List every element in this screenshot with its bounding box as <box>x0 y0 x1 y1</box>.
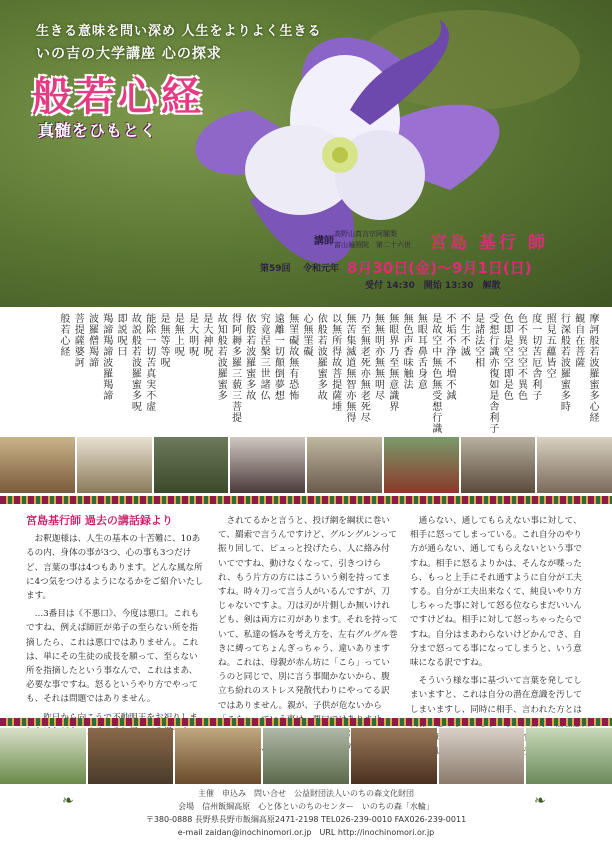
sutra-column: 無罣礙故無有恐怖 <box>286 313 298 401</box>
event-times: 受付 14:30 開始 13:30 解散 <box>365 281 501 291</box>
article-paragraph: 通らない、通してもらえない事に対して、相手に怒ってしまっている。これ自分のやり方が通らない、通してもらえないという事ですね。相手に怒るよりかは、そんなが喋ったら、もっと上手にそれ通すように自分が工夫する。自分が工夫出来なくて、純良いやり方しちゃった事に対して怒る位ならまだいいんですけどね。相手に対して怒っちゃったらですね。自分はまあわらないけどかんでさ、自分まで怒ってる事になってしまうと、いう意味になる訳ですね。 <box>410 516 582 669</box>
sutra-column: 乃至無老死亦無老死尽 <box>358 313 370 423</box>
article-paragraph: お釈迦様は、人生の基本の十苦難に、10あるの内、身体の事が3つ、心の事も3つだけど、言葉の事は4つもあります。どんな風な所に4つ気をつけるようになるかをご紹介いたします。 <box>26 534 204 602</box>
sutra-column: 無眼界乃至無意識界 <box>386 313 398 412</box>
photo <box>0 728 86 784</box>
sutra-column: 観自在菩薩 <box>572 313 584 368</box>
sutra-column: 色不異空空不異色 <box>515 313 527 401</box>
lecturer-label: 講師 <box>314 236 334 247</box>
sutra-column: 無苦集滅道無智亦無得 <box>343 313 355 423</box>
photo <box>263 728 349 784</box>
article-heading: 宮島基行師 過去の講話録より <box>26 514 173 527</box>
sutra-column: 不垢不浄不増不減 <box>444 313 455 401</box>
leaf-icon: ❧ <box>62 793 74 809</box>
sutra-column: 無眼耳鼻舌身意 <box>415 313 427 390</box>
lecturer-affiliation-1: 高野山真言宗阿闍梨 <box>334 230 397 238</box>
sutra-column: 是諸法空相 <box>472 313 484 368</box>
article-column-3 <box>410 514 590 715</box>
article-paragraph: そういう様な事に基づいて言葉を発してしまいますと、これは自分の潜在意識を汚してしまいますし、同時に相手、言われた方とは <box>410 676 582 715</box>
lecturer-name: 宮島 基行 師 <box>430 233 548 253</box>
sutra-column: 是大明呪 <box>186 313 198 357</box>
sutra-column: 行深般若波羅蜜多時 <box>558 313 570 412</box>
sutra-column: 受想行識亦復如是舎利子 <box>486 313 498 434</box>
footer-venue: 会場 信州飯綱高原 心と体といのちのセンター いのちの森「水輪」 <box>178 802 434 811</box>
sutra-column: 故知般若波羅蜜多 <box>215 313 227 401</box>
sutra-text <box>0 307 612 435</box>
sutra-column: 菩提薩婆訶 <box>72 313 84 368</box>
sutra-column: 得阿耨多羅三藐三菩提 <box>229 313 241 423</box>
photo <box>537 437 612 493</box>
photo <box>154 437 229 493</box>
era-label: 令和元年 <box>303 264 340 274</box>
sutra-column: 是大神呪 <box>200 313 212 357</box>
sutra-column: 度一切苦厄舎利子 <box>529 313 541 401</box>
sutra-column: 依般若波羅蜜多故 <box>243 313 255 401</box>
sutra-column: 以無所得故菩提薩埵 <box>329 313 341 412</box>
photo <box>77 437 152 493</box>
article-column-2 <box>218 514 398 709</box>
sutra-column: 照見五蘊皆空 <box>544 313 556 379</box>
sutra-column: 不生不滅 <box>458 313 470 357</box>
article-column-1 <box>26 514 204 709</box>
photo-strip-bottom <box>0 728 612 784</box>
sutra-column: 色即是空空即是色 <box>501 313 513 401</box>
photo <box>439 728 525 784</box>
page-subtitle: 真髄をひもとく <box>38 121 158 140</box>
sutra-column: 依般若波羅蜜多故 <box>315 313 327 401</box>
photo-strip-top <box>0 437 612 493</box>
sutra-column: 是無上呪 <box>172 313 184 357</box>
footer-contact: e-mail zaidan@inochinomori.or.jp URL http://inochinomori.or.jp <box>177 828 435 837</box>
sutra-column: 究竟涅槃三世諸仏 <box>258 313 270 401</box>
leaf-icon: ❧ <box>534 793 546 809</box>
sutra-column: 即説呪曰 <box>115 313 127 357</box>
decorative-band <box>0 718 612 726</box>
sutra-column: 是故空中無色無受想行識 <box>429 313 441 434</box>
photo <box>88 728 174 784</box>
photo <box>230 437 305 493</box>
page-title: 般若心経 <box>32 74 204 120</box>
sutra-column: 摩訶般若波羅蜜多心経 <box>587 313 598 423</box>
footer-address: 〒380-0888 長野県長野市飯綱高原2471-2198 TEL026-239-0010 FAX026-239-0011 <box>145 815 467 824</box>
lecturer-affiliation-2: 富山遍照院 第二十六世 <box>334 241 411 249</box>
event-dates: 8月30日(金)〜9月1日(日) <box>347 259 532 277</box>
series-name: いの吉の大学講座 心の探求 <box>36 46 222 62</box>
photo <box>461 437 536 493</box>
photo <box>307 437 382 493</box>
photo <box>175 728 261 784</box>
tagline: 生きる意味を問い深め 人生をよりよく生きる <box>36 24 322 39</box>
sutra-column: 故説般若波羅蜜多呪 <box>129 313 141 412</box>
sutra-column: 是無等等呪 <box>158 313 169 368</box>
sutra-column: 能除一切苦真実不虚 <box>143 313 155 412</box>
sutra-column: 無色声香味触法 <box>401 313 413 390</box>
article-paragraph: …3番目は《不悪口》、今度は悪口。これもですね、例えば師匠が弟子の至らない所を指摘したら、これは悪口ではありません。これは、単にその生徒の成長を願って、至らない所を指摘したという事なんで、これはまあ、必要な事ですね。怒るというやり方でやっても、それは問題ではありません。 <box>26 609 200 705</box>
photo <box>351 728 437 784</box>
session-number: 第59回 <box>260 264 291 274</box>
photo <box>384 437 459 493</box>
hero-banner <box>0 0 612 307</box>
sutra-column: 遠離一切顛倒夢想 <box>272 313 284 401</box>
sutra-column: 羯諦羯諦波羅羯諦 <box>100 313 112 401</box>
photo <box>0 437 75 493</box>
sutra-column: 般若心経 <box>57 313 69 357</box>
photo <box>526 728 612 784</box>
sutra-column: 波羅僧羯諦 <box>86 313 98 368</box>
sutra-column: 無無明亦無無明尽 <box>372 313 384 401</box>
footer <box>0 786 612 841</box>
footer-organizer: 主催 申込み 問い合せ 公益財団法人いのちの森文化財団 <box>198 789 414 798</box>
article-paragraph: されてるかと言うと、投げ網を綱状に巻いて、羂索で言うんですけど、グルングルンって振り回して、ピュっと投げたら、人に絡み付いてですね、動けなくなって、引きつけられ、もう片方の方にはこういう剣を持ってますね。時々刀って言う人がいるんですが、刀じゃないですよ。刀は刃が片側しか無いけれども、剣は両方に刃があります。それを持っていて、私達の悩みを考え方を、左右グルグル巻きに縛ってちょんぎっちゃう、違いありますね。これは、母親が赤ん坊に「こら」っていうのと同じで、別に言う事聞かないから、腹立ち紛れのストレス発散代わりにやってる訳ではありません。親が、子供が危ないから <box>218 516 398 711</box>
sutra-column: 心無罣礙 <box>301 313 312 357</box>
decorative-band <box>0 496 612 504</box>
